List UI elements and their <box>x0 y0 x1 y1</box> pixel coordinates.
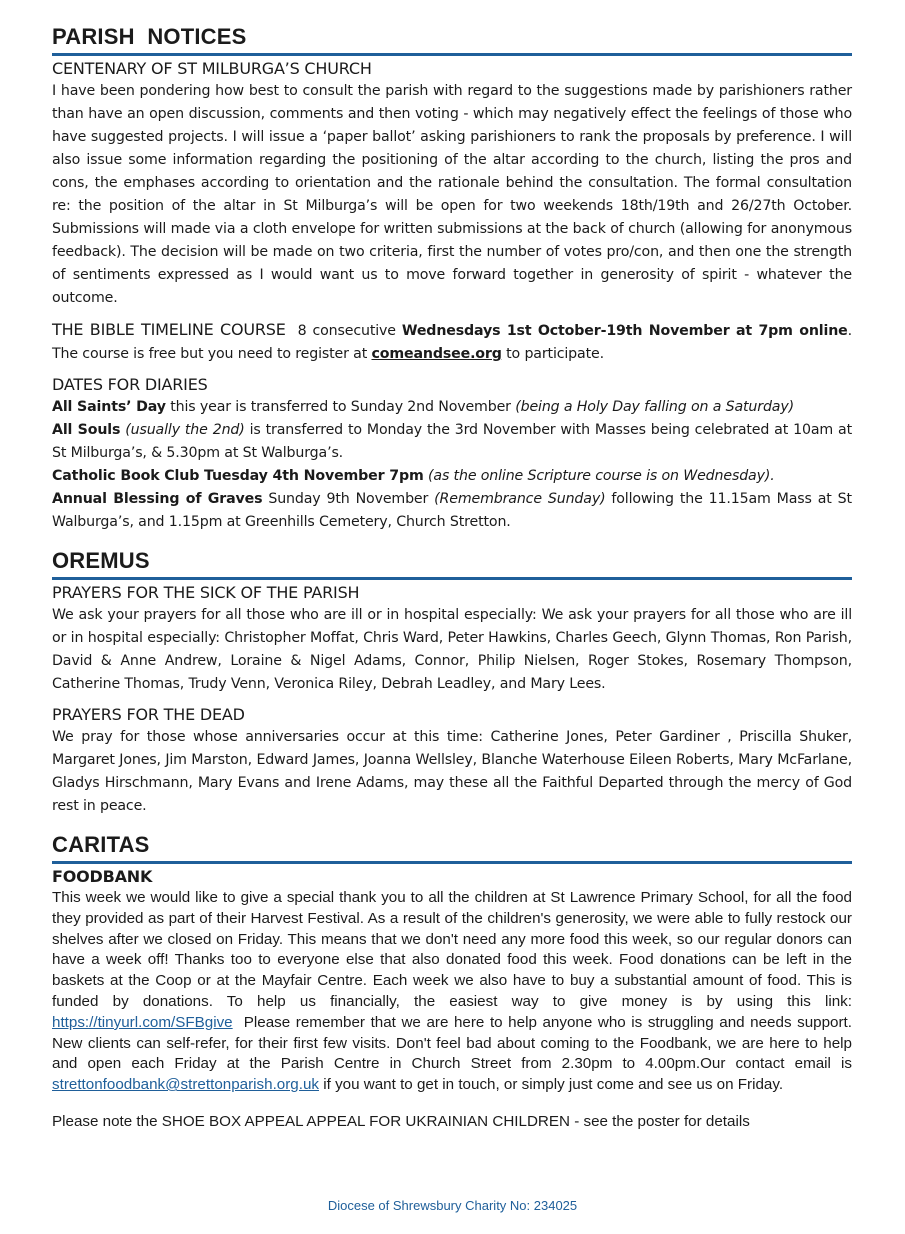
charity-footer: Diocese of Shrewsbury Charity No: 234025 <box>327 1198 578 1213</box>
all-souls-label: All Souls <box>52 422 121 438</box>
centenary-heading: CENTENARY OF ST MILBURGA’S CHURCH <box>52 59 372 78</box>
all-souls-text: is transferred to Monday the 3rd November with Masses being celebrated at 10am at St Milburga’s, & 5.30pm at St Walburga’s. <box>52 422 852 461</box>
all-saints-notice <box>52 396 852 419</box>
parish-notices-title: PARISH NOTICES <box>52 24 247 49</box>
foodbank-section <box>52 888 852 1133</box>
foodbank-body <box>52 888 852 1096</box>
foodbank-email-link[interactable]: strettonfoodbank@strettonparish.org.uk <box>52 1076 320 1094</box>
comeandsee-link[interactable]: comeandsee.org <box>371 346 502 362</box>
graves-blessing-note: (Remembrance Sunday) <box>434 491 606 507</box>
shoebox-appeal-note: Please note the SHOE BOX APPEAL APPEAL FOR UKRAINIAN CHILDREN - see the poster for details <box>52 1112 750 1130</box>
dead-prayers-heading: PRAYERS FOR THE DEAD <box>52 705 245 724</box>
all-saints-label: All Saints’ Day <box>52 399 166 415</box>
sick-prayers-heading: PRAYERS FOR THE SICK OF THE PARISH <box>52 583 360 602</box>
all-saints-text: this year is transferred to Sunday 2nd November <box>170 399 511 415</box>
bible-course-text1: 8 consecutive <box>297 323 396 339</box>
all-souls-note: (usually the 2nd) <box>125 422 245 438</box>
bible-course-notice <box>52 318 852 366</box>
all-souls-notice <box>52 419 852 465</box>
graves-blessing-label: Annual Blessing of Graves <box>52 491 263 507</box>
bible-course-text3: to participate. <box>506 346 604 362</box>
book-club-note: (as the online Scripture course is on Wednesday). <box>428 468 775 484</box>
dead-prayers-body: We pray for those whose anniversaries occur at this time: Catherine Jones, Peter Gardiner , Priscilla Shuker, Margaret Jones, Jim Marston, Edward James, Joanna Wellsley, Blanche Waterhouse Eileen Roberts, Mary McFarlane, Gladys Hirschmann, Mary Evans and Irene Adams, may these all the Faithful Departed through the mercy of God rest in peace. <box>52 729 852 814</box>
graves-blessing-text: following the 11.15am Mass at St Walburga’s, and 1.15pm at Greenhills Cemetery, Church Stretton. <box>52 491 852 530</box>
foodbank-text1: This week we would like to give a special thank you to all the children at St Lawrence Primary School, for all the food they provided as part of their Harvest Festival. As a result of the children's generosity, we were able to fully restock our shelves after we closed on Friday. This means that we don't need any more food this week, so our regular donors can have a week off! Thanks too to everyone else that also donated food this week. Food donations can be left in the baskets at the Coop or at the Mayfair Centre. Each week we also have to buy a substantial amount of food. This is funded by donations. To help us financially, the easiest way to give money is by using this link: <box>52 889 852 1010</box>
bible-course-title: THE BIBLE TIMELINE COURSE <box>52 320 286 339</box>
foodbank-text2: Please remember that we are here to help anyone who is struggling and needs support. New clients can self-refer, for their first few visits. Don't feel bad about coming to the Foodbank, we are here to help and open each Friday at the Parish Centre in Church Street from 2.30pm to 4.00pm.Our contact email is <box>52 1013 852 1073</box>
dates-heading: DATES FOR DIARIES <box>52 375 208 394</box>
bible-course-text2: . The course is free but you need to register at <box>52 323 852 362</box>
book-club-notice <box>52 465 852 488</box>
centenary-body: I have been pondering how best to consult the parish with regard to the suggestions made by parishioners rather than have an open discussion, comments and then voting - which may negatively effect the feelings of those who have suggested projects. I will issue a ‘paper ballot’ asking parishioners to rank the proposals by preference. I will also issue some information regarding the positioning of the altar according to the church, listing the pros and cons, the emphases according to orientation and the rationale behind the consultation. The formal consultation re: the position of the altar in St Milburga’s will be open for two weekends 18th/19th and 26/27th October. Submissions will made via a cloth envelope for written submissions at the back of church (allowing for anonymous feedback). The decision will be made on two criteria, first the number of votes pro/con, and then one the strength of sentiments expressed as I would want us to move forward together in generosity of spirit - whatever the outcome. <box>52 83 852 306</box>
section-divider <box>52 577 852 580</box>
oremus-title: OREMUS <box>52 548 150 573</box>
section-divider <box>52 53 852 56</box>
caritas-title: CARITAS <box>52 832 150 857</box>
newsletter-page <box>52 22 852 1133</box>
sick-prayers-body: We ask your prayers for all those who are ill or in hospital especially: We ask your prayers for all those who are ill or in hospital especially: Christopher Moffat, Chris Ward, Peter Hawkins, Charles Geech, Glynn Thomas, Ron Parish, David & Anne Andrew, Loraine & Nigel Adams, Connor, Philip Nielsen, Roger Stokes, Rosemary Thompson, Catherine Thomas, Trudy Venn, Veronica Riley, Debrah Leadley, and Mary Lees. <box>52 607 852 692</box>
donate-link[interactable]: https://tinyurl.com/SFBgive <box>52 1013 233 1031</box>
all-saints-note: (being a Holy Day falling on a Saturday) <box>515 399 794 415</box>
graves-blessing-notice <box>52 488 852 534</box>
foodbank-heading: FOODBANK <box>52 867 153 886</box>
section-divider <box>52 861 852 864</box>
graves-blessing-date: Sunday 9th November <box>268 491 429 507</box>
foodbank-text3: if you want to get in touch, or simply just come and see us on Friday. <box>323 1076 784 1094</box>
book-club-label: Catholic Book Club Tuesday 4th November 7pm <box>52 468 424 484</box>
bible-course-dates: Wednesdays 1st October-19th November at 7pm online <box>401 323 848 339</box>
